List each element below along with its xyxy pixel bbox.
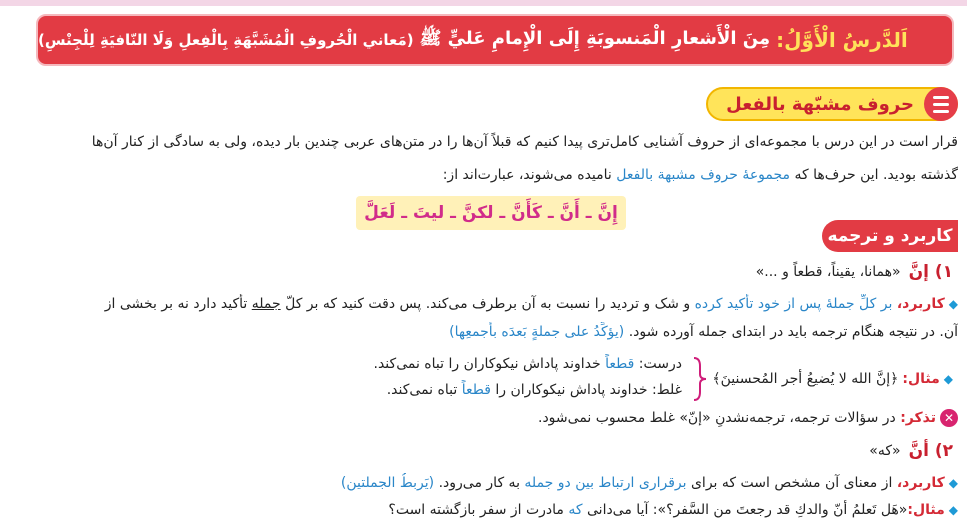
usage-text-end: تأکید دارد نه بر بخشی از bbox=[104, 296, 252, 312]
intro-highlight: مجموعهٔ حروف مشبهة بالفعل bbox=[616, 167, 791, 183]
correct-label: درست: bbox=[634, 356, 682, 372]
item1-usage-line-2 bbox=[40, 322, 958, 342]
correct-rest: خداوند پاداش نیکوکاران را تباه نمی‌کند. bbox=[373, 356, 606, 372]
usage-text: و شک و تردید را نسبت به آن برطرف می‌کند. پس دقت کنید که بر کلّ bbox=[280, 296, 695, 312]
usage-text: از معنای آن مشخص است که برای bbox=[686, 475, 897, 491]
usage-arabic-note: (یَربطُ الجملتین) bbox=[340, 475, 435, 491]
section-title-pill bbox=[706, 87, 958, 121]
usage-arabic-note: (یؤكِّدُ علی جملةٍ بَعدَه بأجمعِها) bbox=[449, 324, 625, 340]
diamond-bullet-icon: ◆ bbox=[948, 503, 958, 517]
diamond-bullet-icon: ◆ bbox=[943, 372, 953, 386]
section-title: حروف مشبّهة بالفعل bbox=[726, 93, 914, 115]
intro-text-2c: نامیده می‌شوند، عبارت‌اند از: bbox=[442, 167, 617, 183]
lesson-title: مِنَ الْأَشعارِ الْمَنسوبَةِ إِلَى الْإِمامِ عَليٍّ ﷺ bbox=[419, 28, 771, 49]
wrong-word: قطعاً bbox=[461, 382, 491, 398]
item2-heading bbox=[869, 441, 953, 461]
correct-word: قطعاً bbox=[605, 356, 635, 372]
usage-highlight: برقراری ارتباط بین دو جمله bbox=[524, 475, 687, 491]
item1-example bbox=[712, 371, 953, 387]
example-highlight: که bbox=[568, 502, 583, 518]
usage-text-end: به کار می‌رود. bbox=[434, 475, 525, 491]
diamond-bullet-icon: ◆ bbox=[948, 297, 958, 311]
intro-line-2 bbox=[40, 165, 958, 185]
particles-formula: إِنَّ ـ أَنَّ ـ كَأَنَّ ـ لكنَّ ـ ليتَ ـ لَعَلَّ bbox=[356, 196, 626, 230]
usage-underlined: جمله bbox=[251, 296, 281, 312]
wrong-label: غلط: خداوند پاداش نیکوکاران را bbox=[490, 382, 682, 398]
usage-translation-heading: کاربرد و ترجمه bbox=[822, 220, 958, 252]
usage-highlight: بر کلِّ جملهٔ پس از خود تأکید کرده bbox=[694, 296, 897, 312]
section-heading bbox=[690, 84, 958, 124]
example-text: «هَل تَعلمُ أنّ والدكِ قد رجعتَ من السَّفر؟»: آیا می‌دانی bbox=[582, 502, 908, 518]
item2-meaning: «که» bbox=[869, 443, 901, 459]
item1-meanings: «همانا، یقیناً، قطعاً و ...» bbox=[755, 264, 901, 280]
top-strip bbox=[0, 0, 967, 6]
close-icon: ✕ bbox=[940, 409, 958, 427]
example-text-end: مادرت از سفر بازگشته است؟ bbox=[388, 502, 569, 518]
wrong-rest: تباه نمی‌کند. bbox=[386, 382, 462, 398]
menu-icon bbox=[924, 87, 958, 121]
item1-usage-line-1 bbox=[40, 294, 958, 314]
usage-label: کاربرد، bbox=[896, 296, 945, 312]
lesson-label: اَلدَّرسُ الْأَوَّلُ: bbox=[776, 28, 908, 52]
item1-note bbox=[40, 408, 958, 428]
intro-text-1: قرار است در این درس با مجموعه‌ای از حروف آشنایی کامل‌تری پیدا کنیم که قبلاً آن‌ها را در متن‌های عربی چندین بار دیده، ولی به سادگی از کنار آن‌ها bbox=[91, 134, 958, 150]
item2-usage bbox=[40, 473, 958, 493]
example-label: مثال: bbox=[907, 502, 945, 518]
lesson-subtitle: (مَعاني الْحُروفِ الْمُشَبَّهَةِ بِالْفِعلِ وَلَا النّافيَةِ لِلْجِنْسِ) bbox=[38, 31, 414, 49]
lesson-title-banner bbox=[36, 14, 954, 66]
usage-label: کاربرد، bbox=[896, 475, 945, 491]
item2-example bbox=[40, 500, 958, 520]
example-verse: ﴿إنَّ الله لا یُضیعُ أجر المُحسنینَ﴾ bbox=[712, 371, 899, 387]
curly-brace-icon bbox=[692, 356, 708, 402]
item1-number: ۱) إنَّ bbox=[908, 262, 953, 282]
item1-heading bbox=[756, 262, 953, 282]
item2-number: ۲) أنَّ bbox=[908, 441, 953, 461]
wrong-translation bbox=[0, 380, 682, 400]
usage-line2-text: آن. در نتیجه هنگام ترجمه باید در ابتدای جمله آورده شود. bbox=[624, 324, 958, 340]
correct-translation bbox=[0, 354, 682, 374]
note-label: تذکر: bbox=[900, 410, 936, 426]
diamond-bullet-icon: ◆ bbox=[948, 476, 958, 490]
example-label: مثال: bbox=[902, 371, 940, 387]
intro-line-1 bbox=[40, 132, 958, 152]
note-text: در سؤالات ترجمه، ترجمه‌نشدنِ «إنّ» غلط محسوب نمی‌شود. bbox=[538, 410, 901, 426]
intro-text-2a: گذشته بودید. این حرف‌ها که bbox=[790, 167, 958, 183]
